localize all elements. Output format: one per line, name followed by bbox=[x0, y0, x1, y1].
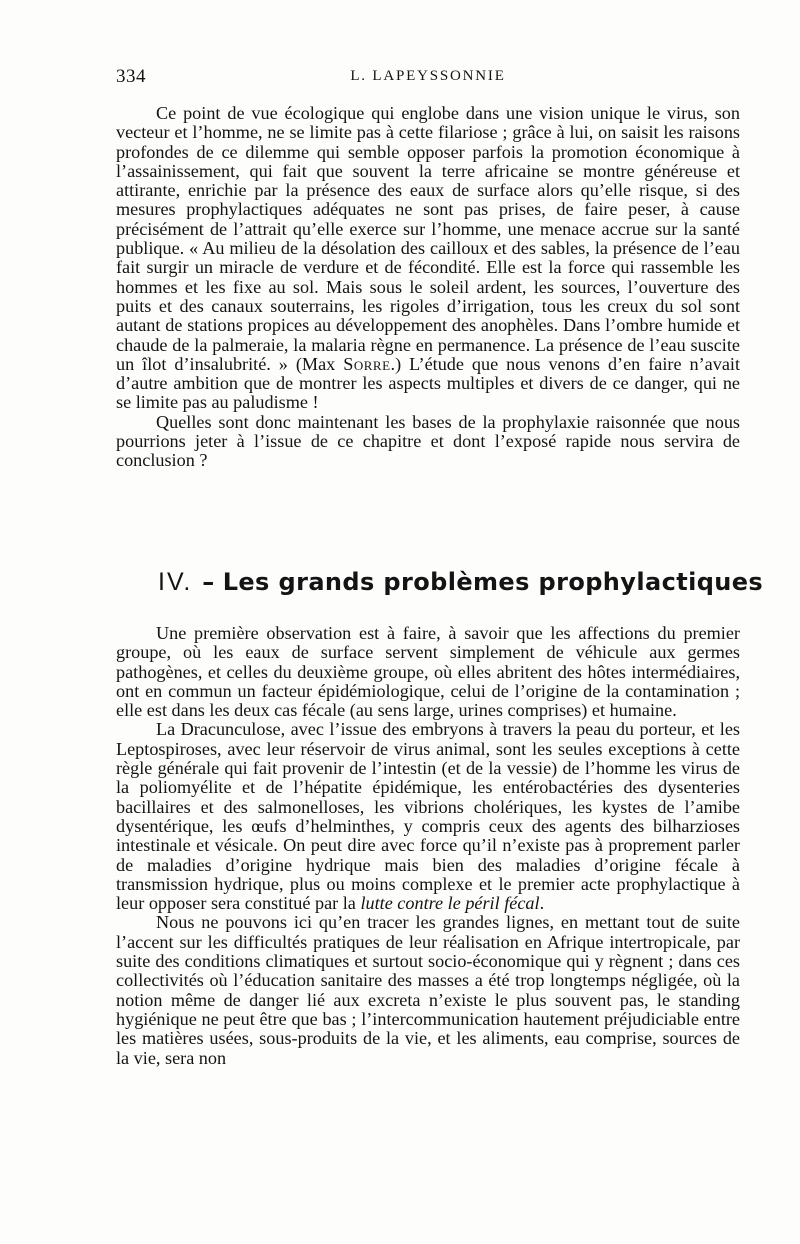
paragraph: Une première observation est à faire, à savoir que les affections du premier groupe, où les eaux de surface servent simplement de véhicule aux germes pathogènes, et celles du deuxième groupe, où elles abritent des hôtes intermédiaires, ont en commun un facteur épidémiologique, celui de l’origine de la contamination ; elle est dans les deux cas fécale (au sens large, urines comprises) et humaine. bbox=[116, 623, 740, 721]
running-head: L. LAPEYSSONNIE bbox=[350, 68, 506, 84]
paragraph bbox=[116, 720, 740, 913]
text-block-after-section bbox=[116, 624, 740, 1068]
paragraph bbox=[116, 104, 740, 413]
paragraph: Quelles sont donc maintenant les bases de la prophylaxie raisonnée que nous pourrions jeter à l’issue de ce chapitre et dont l’exposé rapide nous servira de conclusion ? bbox=[116, 411, 740, 471]
text-block-before-section bbox=[116, 104, 740, 471]
paragraph-text-continued: .) L’étude que nous venons d’en faire n’avait d’autre ambition que de montrer les aspects multiples et divers de ce danger, qui ne se limite pas au paludisme ! bbox=[116, 353, 740, 413]
page-header bbox=[116, 66, 740, 92]
section-dash: – bbox=[202, 568, 215, 596]
paragraph-text: Ce point de vue écologique qui englobe dans une vision unique le virus, son vecteur et l’homme, ne se limite pas à cette filariose ; grâce à lui, on saisit les raisons profondes de ce dilemme qui semble opposer parfois la promotion économique à l’assainissement, qui fait que souvent la terre africaine se montre généreuse et attirante, enrichie par la présence des eaux de surface alors qu’elle risque, si des mesures prophylactiques adéquates ne sont pas prises, de faire peser, à cause précisément de l’attrait qu’elle exerce sur l’homme, une menace accrue sur la santé publique. « Au milieu de la désolation des cailloux et des sables, la présence de l’eau fait surgir un miracle de verdure et de fécondité. Elle est la force qui rassemble les hommes et les fixe au sol. Mais sous le soleil ardent, les sources, l’ouverture des puits et des canaux souterrains, les rigoles d’irrigation, tous les creux du sol sont autant de stations propices au développement des anophèles. Dans l’ombre humide et chaude de la palmeraie, la malaria règne en permanence. La présence de l’eau suscite un îlot d’insalubrité. » (Max bbox=[116, 103, 740, 374]
cited-author: Sorre bbox=[343, 353, 391, 374]
page-number: 334 bbox=[116, 66, 146, 87]
paragraph-text: La Dracunculose, avec l’issue des embryons à travers la peau du porteur, et les Leptospiroses, avec leur réservoir de virus animal, sont les seules exceptions à cette règle générale qui fait provenir de l’intestin (et de la vessie) de l’homme les virus de la poliomyélite et de l’hépatite épidémique, les entérobactéries des dysenteries bacillaires et des salmonelloses, les vibrions cholériques, les kystes de l’amibe dysentérique, les œufs d’helminthes, y compris ceux des agents des bilharzioses intestinale et vésicale. On peut dire avec force qu’il n’existe pas à proprement parler de maladies d’origine hydrique mais bien des maladies d’origine fécale à transmission hydrique, plus ou moins complexe et le premier acte prophylactique à leur opposer sera constitué par la bbox=[116, 719, 740, 914]
section-title: Les grands problèmes prophylactiques bbox=[222, 568, 764, 596]
sentence-end: . bbox=[539, 893, 545, 914]
emphasized-phrase: lutte contre le péril fécal bbox=[360, 893, 540, 914]
section-numeral: IV. bbox=[158, 568, 193, 596]
section-heading bbox=[158, 568, 764, 597]
paragraph: Nous ne pouvons ici qu’en tracer les grandes lignes, en mettant tout de suite l’accent sur les difficultés pratiques de leur réalisation en Afrique intertropicale, par suite des conditions climatiques et surtout socio-économique qui y règnent ; dans ces collectivités où l’éducation sanitaire des masses a été trop longtemps négligée, où la notion même de danger lié aux excreta n’existe le plus souvent pas, le standing hygiénique ne peut être que bas ; l’intercommunication hautement préjudiciable entre les matières usées, sous-produits de la vie, et les aliments, eau comprise, sources de la vie, sera non bbox=[116, 912, 740, 1068]
